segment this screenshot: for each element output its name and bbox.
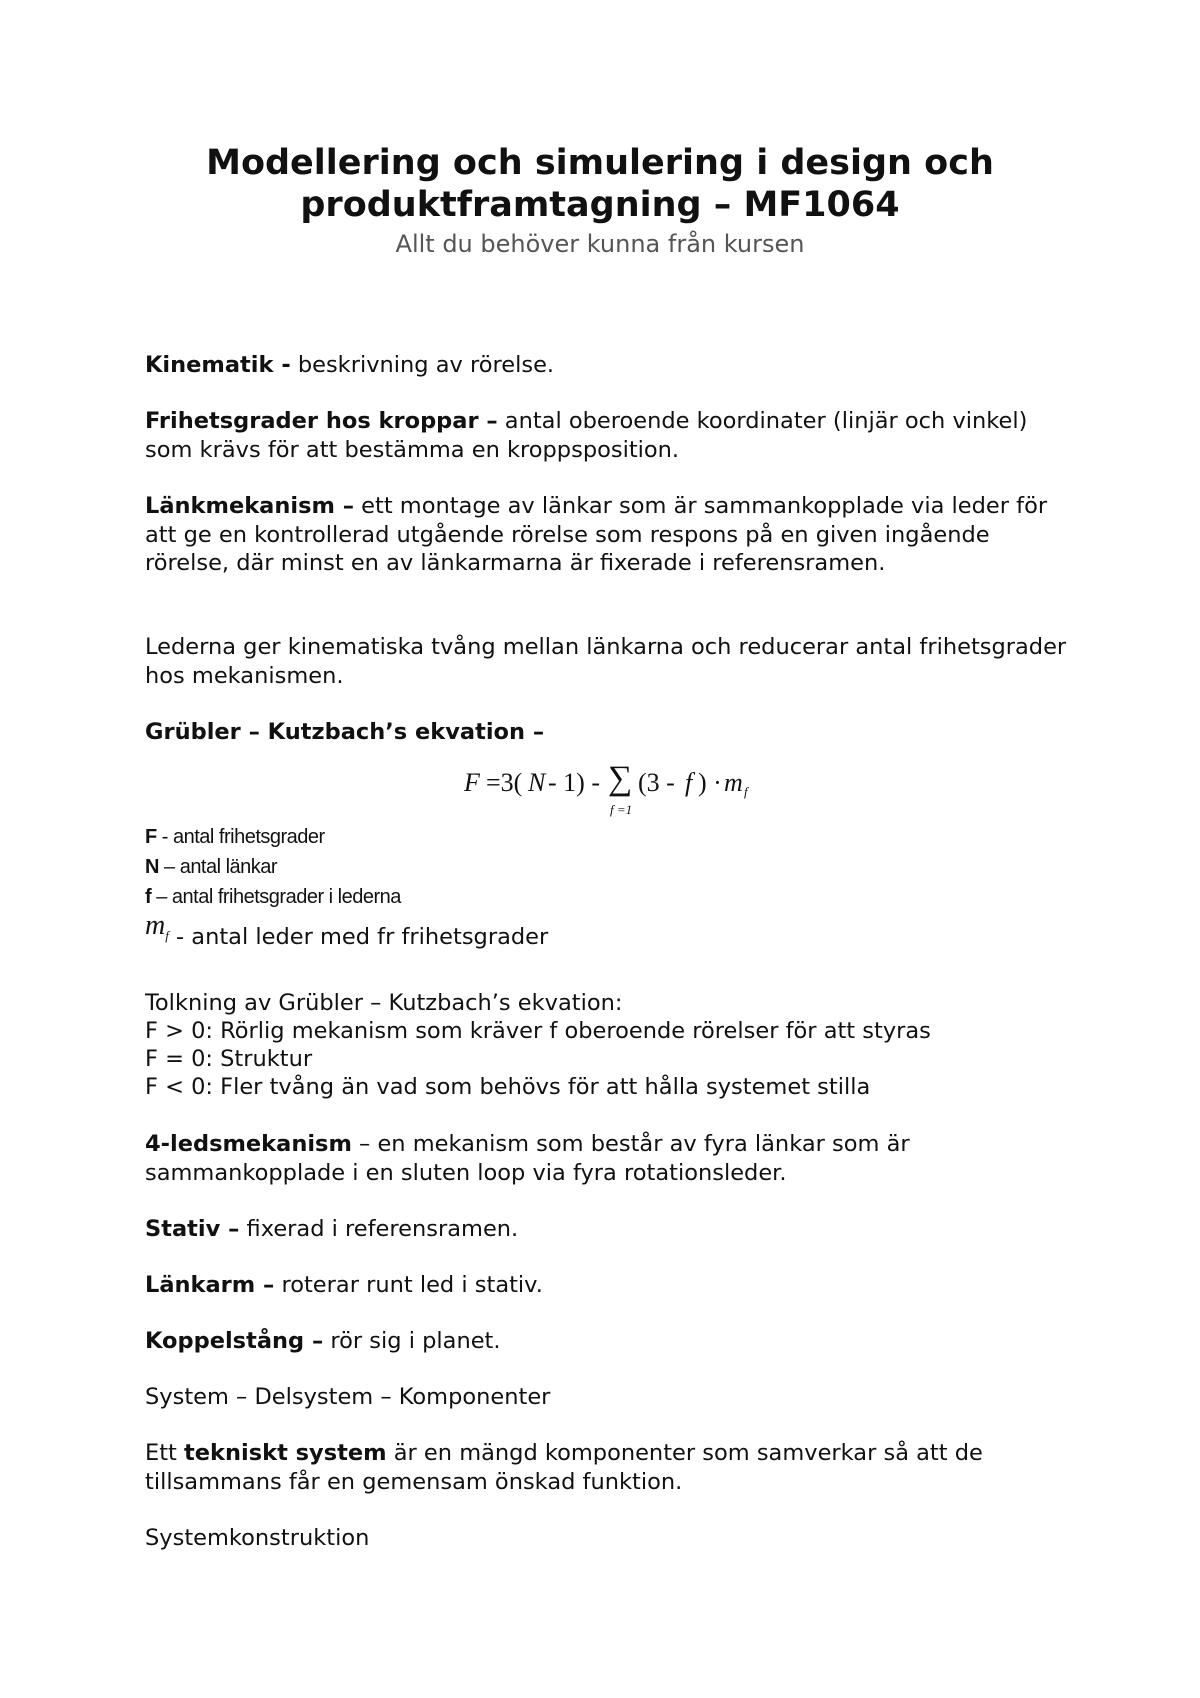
formula-F: F <box>464 768 480 797</box>
systemkonstruktion-heading: Systemkonstruktion <box>145 1525 370 1551</box>
document-title-line1: Modellering och simulering i design och <box>206 143 994 183</box>
formula-mid: - 1) - <box>548 768 600 797</box>
document-subtitle: Allt du behöver kunna från kursen <box>395 230 805 258</box>
tolkning-line1: F > 0: Rörlig mekanism som kräver f oberoende rörelser för att styras <box>145 1018 931 1044</box>
tekniskt-system-paragraph: Ett tekniskt system är en mängd komponenter som samverkar så att de tillsammans får en gemensam önskad funktion. <box>145 1440 983 1495</box>
mf-text: - antal leder med fr frihetsgrader <box>176 924 549 950</box>
fyrled-term: 4-ledsmekanism <box>145 1131 352 1157</box>
sum-symbol: ∑ <box>608 760 633 797</box>
frihetsgrader-paragraph <box>145 407 1075 464</box>
definition-N: N – antal länkar <box>145 856 278 878</box>
definition-F: F - antal frihetsgrader <box>145 826 325 848</box>
kinematik-term: Kinematik - <box>145 352 291 378</box>
frihetsgrader-term: Frihetsgrader hos kroppar – <box>145 408 498 434</box>
kinematik-text: beskrivning av rörelse. <box>290 352 555 378</box>
lankarm-text: roterar runt led i stativ. <box>274 1272 543 1298</box>
lederna-paragraph: Lederna ger kinematiska tvång mellan länkarna och reducerar antal frihetsgrader hos mekanismen. <box>145 634 1067 689</box>
system-hierarchy-line: System – Delsystem – Komponenter <box>145 1384 551 1410</box>
kinematik-paragraph <box>145 351 1075 380</box>
tolkning-line3: F < 0: Fler tvång än vad som behövs för att hålla systemet stilla <box>145 1074 871 1100</box>
koppelstang-term: Koppelstång – <box>145 1328 324 1354</box>
lankmekanism-term: Länkmekanism – <box>145 493 355 519</box>
definition-f: f – antal frihetsgrader i lederna <box>145 886 401 908</box>
formula-m: m <box>724 768 743 797</box>
koppelstang-paragraph <box>145 1327 1075 1356</box>
lankarm-paragraph <box>145 1271 1075 1300</box>
frihetsgrader-text: antal oberoende koordinater (linjär och vinkel) som krävs för att bestämma en kroppsposition. <box>145 408 1028 463</box>
tekniskt-system-term: tekniskt system <box>184 1440 387 1466</box>
stativ-paragraph <box>145 1215 1075 1244</box>
mf-symbol: m <box>145 910 166 941</box>
tolkning-heading: Tolkning av Grübler – Kutzbach’s ekvation: <box>145 990 623 1016</box>
formula-N: N <box>528 768 546 797</box>
mf-definition <box>145 910 1075 955</box>
koppelstang-text: rör sig i planet. <box>323 1328 501 1354</box>
formula-f: f <box>685 768 693 797</box>
fyrledsmekanism-paragraph <box>145 1130 1075 1187</box>
grubler-heading: Grübler – Kutzbach’s ekvation – <box>145 719 545 745</box>
lankarm-term: Länkarm – <box>145 1272 275 1298</box>
stativ-term: Stativ – <box>145 1216 240 1242</box>
lankmekanism-paragraph <box>145 492 1075 578</box>
stativ-text: fixerad i referensramen. <box>239 1216 519 1242</box>
formula-tail: ) · <box>698 768 722 797</box>
mf-sub: f <box>165 928 169 943</box>
lankmekanism-text: ett montage av länkar som är sammankopplade via leder för att ge en kontrollerad utgående rörelse som respons på en given ingående rörelse, där minst en av länkarmarna är fixerade i referensramen. <box>145 493 1048 576</box>
grubler-kutzbach-formula <box>460 758 760 820</box>
formula-eq: =3( <box>486 768 523 797</box>
tolkning-line2: F = 0: Struktur <box>145 1046 313 1072</box>
formula-paren: (3 - <box>638 768 675 797</box>
fyrled-text: – en mekanism som består av fyra länkar som är sammankopplade i en sluten loop via fyra rotationsleder. <box>145 1131 910 1186</box>
formula-m-sub: f <box>744 784 748 799</box>
sum-lower-bound: f =1 <box>610 802 633 817</box>
document-title-line2: produktframtagning – MF1064 <box>300 185 900 225</box>
